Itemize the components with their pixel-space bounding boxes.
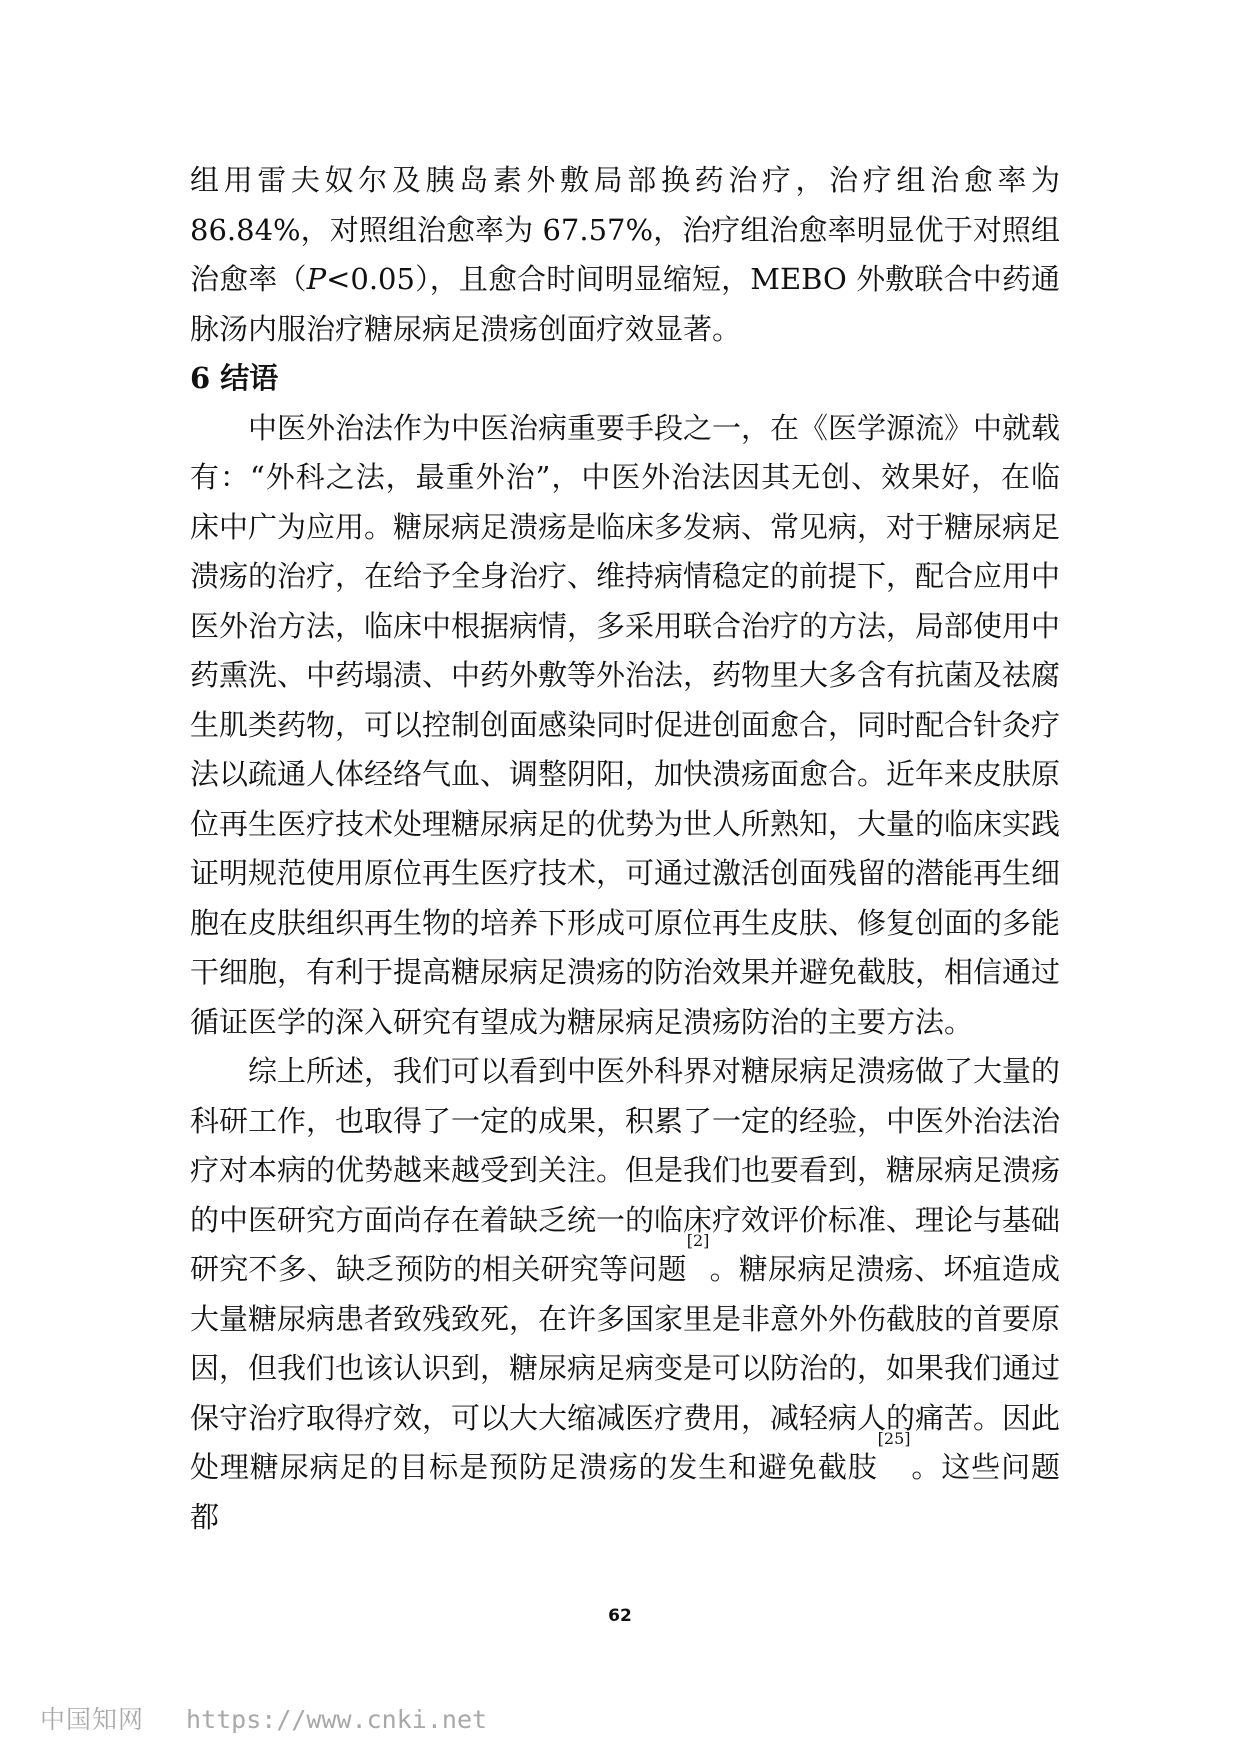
paragraph-text: 综上所述，我们可以看到中医外科界对糖尿病足溃疡做了大量的科研工作，也取得了一定的成果，积累了一定的经验，中医外治法治疗对本病的优势越来越受到关注。但是我们也要看到，糖尿病足溃疡的中医研究方面尚存在着缺乏统一的临床疗效评价标准、理论与基础研究不多、缺乏预防的相关研究等问题 — [190, 1054, 1061, 1286]
section-heading: 6 结语 — [190, 361, 279, 395]
paragraph-conclusion: 中医外治法作为中医治病重要手段之一，在《医学源流》中就载有：“外科之法，最重外治”，中医外治法因其无创、效果好，在临床中广为应用。糖尿病足溃疡是临床多发病、常见病，对于糖尿病足溃疡的治疗，在给予全身治疗、维持病情稳定的前提下，配合应用中医外治方法，临床中根据病情，多采用联合治疗的方法，局部使用中药熏洗、中药塌渍、中药外敷等外治法，药物里大多含有抗菌及祛腐生肌类药物，可以控制创面感染同时促进创面愈合，同时配合针灸疗法以疏通人体经络气血、调整阴阳，加快溃疡面愈合。近年来皮肤原位再生医疗技术处理糖尿病足的优势为世人所熟知，大量的临床实践证明规范使用原位再生医疗技术，可通过激活创面残留的潜能再生细胞在皮肤组织再生物的培养下形成可原位再生皮肤、修复创面的多能干细胞，有利于提高糖尿病足溃疡的防治效果并避免截肢，相信通过循证医学的深入研究有望成为糖尿病足溃疡防治的主要方法。 — [190, 410, 1061, 1039]
citation-ref: [2] — [686, 1231, 710, 1250]
paragraph-text: <0.05），且愈合时间明显缩短，MEBO 外敷联合中药通脉汤内服治疗糖尿病足溃疡创面疗效显著。 — [190, 262, 1060, 346]
page-number: 62 — [608, 1606, 632, 1626]
paragraph-summary — [190, 1047, 1060, 1542]
paragraph-text: 。这些问题都 — [190, 1450, 1060, 1534]
footer-watermark — [40, 1700, 487, 1736]
p-value-symbol: P — [306, 262, 327, 296]
paragraph-continued — [190, 156, 1060, 354]
footer-url[interactable]: https://www.cnki.net — [186, 1705, 488, 1734]
paragraph-text: 组用雷夫奴尔及胰岛素外敷局部换药治疗，治疗组治愈率为 86.84%，对照组治愈率为 67.57%，治疗组治愈率明显优于对照组治愈率（ — [190, 163, 1060, 296]
body-text — [190, 156, 1060, 1542]
footer-site-name: 中国知网 — [40, 1705, 145, 1734]
citation-ref: [25] — [877, 1429, 911, 1448]
paragraph-text: 。糖尿病足溃疡、坏疽造成大量糖尿病患者致残致死，在许多国家里是非意外外伤截肢的首要原因，但我们也该认识到，糖尿病足病变是可以防治的，如果我们通过保守治疗取得疗效，可以大大缩减医疗费用，减轻病人的痛苦。因此处理糖尿病足的目标是预防足溃疡的发生和避免截肢 — [190, 1252, 1061, 1484]
